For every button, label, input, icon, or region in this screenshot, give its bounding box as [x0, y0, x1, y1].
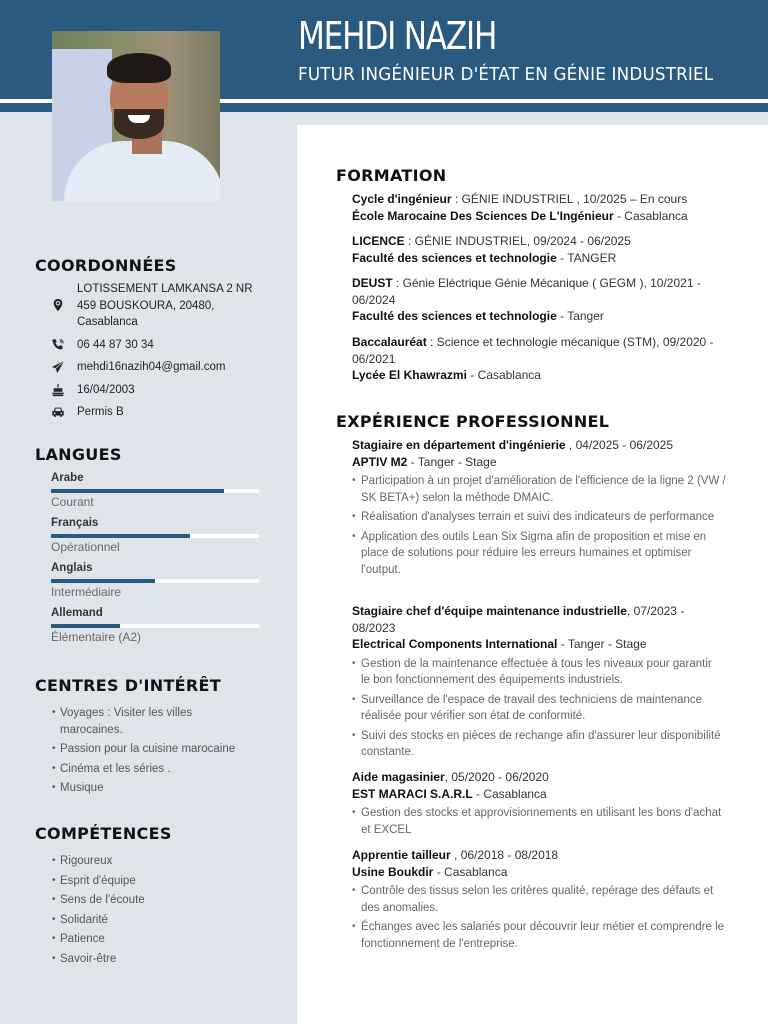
skill-item: • Esprit d'équipe [52, 873, 272, 890]
experience-role: Aide magasinier [352, 770, 445, 784]
experience-dates: , 04/2025 - 06/2025 [565, 438, 674, 452]
formation-degree: LICENCE [352, 234, 405, 248]
contact-birthdate-text: 16/04/2003 [77, 383, 135, 396]
birthday-cake-icon [50, 382, 66, 398]
language-item [51, 606, 259, 647]
language-proficiency-fill [51, 579, 155, 583]
formation-detail: : GÉNIE INDUSTRIEL, 09/2024 - 06/2025 [404, 234, 631, 248]
section-title-formation: FORMATION [336, 166, 447, 185]
contact-license [50, 404, 280, 421]
section-title-skills: COMPÉTENCES [35, 824, 172, 843]
contact-email [50, 359, 280, 376]
contact-license-text: Permis B [77, 406, 124, 418]
contact-phone-text[interactable]: 06 44 87 30 34 [77, 338, 154, 351]
experience-bullet: • Gestion de la maintenance effectuée à tous les niveaux pour garantir le bon fonctionnement des équipements industriels. [352, 656, 722, 689]
section-title-languages: LANGUES [35, 445, 122, 464]
language-level: Opérationnel [51, 540, 120, 554]
formation-city: - TANGER [556, 250, 617, 265]
language-proficiency-bar [51, 534, 259, 538]
formation-entry [352, 334, 722, 384]
experience-bullet: • Suivi des stocks en pièces de rechange afin d'assurer leur disponibilité constante. [352, 728, 722, 761]
formation-degree: DEUST [352, 276, 393, 290]
interests-list [52, 705, 272, 800]
language-name: Français [51, 517, 99, 529]
formation-school: Faculté des sciences et technologie [352, 309, 557, 323]
experience-entry [352, 847, 732, 955]
experience-location: - Tanger - Stage [407, 454, 497, 469]
experience-company: APTIV M2 [352, 454, 408, 469]
experience-company: EST MARACI S.A.R.L [352, 786, 473, 801]
language-level: Élémentaire (A2) [51, 630, 142, 644]
location-pin-icon [50, 297, 66, 313]
contact-birthdate [50, 382, 280, 399]
experience-role: Stagiaire chef d'équipe maintenance industrielle [352, 604, 627, 618]
contact-address-text: LOTISSEMENT LAMKANSA 2 NR 459 BOUSKOURA, 20480, Casablanca [77, 283, 253, 328]
language-item [51, 516, 259, 557]
skill-item: • Sens de l'écoute [52, 892, 272, 909]
experience-role: Apprentie tailleur [352, 848, 451, 862]
formation-detail: : Génie Eléctrique Génie Mécanique ( GEGM ), 10/2021 - 06/2024 [352, 276, 701, 307]
experience-company: Electrical Components International [352, 637, 558, 651]
language-proficiency-bar [51, 489, 259, 493]
experience-bullet: • Surveillance de l'espace de travail des techniciens de maintenance réalisée pour vérifier son état de conformité. [352, 692, 722, 725]
experience-entry [352, 603, 722, 764]
formation-detail: : GÉNIE INDUSTRIEL , 10/2025 – En cours [451, 192, 688, 206]
contact-list [50, 281, 280, 427]
language-item [51, 471, 259, 512]
formation-city: - Tanger [556, 309, 604, 323]
experience-company: Usine Boukdir [352, 864, 434, 879]
language-list [51, 471, 259, 651]
interest-item: • Passion pour la cuisine marocaine [52, 741, 272, 758]
contact-address [50, 281, 280, 331]
contact-phone [50, 337, 280, 354]
formation-detail: : Science et technologie mécanique (STM), 09/2020 - 06/2021 [352, 335, 714, 366]
language-proficiency-bar [51, 579, 259, 583]
experience-location: - Casablanca [472, 786, 547, 801]
language-proficiency-fill [51, 624, 120, 628]
formation-school: Faculté des sciences et technologie [352, 250, 557, 265]
phone-icon [50, 337, 66, 353]
language-level: Courant [51, 495, 94, 509]
section-title-experience: EXPÉRIENCE PROFESSIONNEL [336, 412, 610, 431]
skill-item: • Savoir-être [52, 951, 272, 968]
experience-dates: , 07/2023 - 08/2023 [352, 604, 685, 635]
language-name: Anglais [51, 562, 93, 574]
candidate-title: FUTUR INGÉNIEUR D'ÉTAT EN GÉNIE INDUSTRIEL [298, 64, 714, 85]
experience-dates: , 06/2018 - 08/2018 [450, 848, 559, 862]
formation-entry [352, 191, 732, 224]
car-icon [50, 404, 66, 420]
formation-entry [352, 233, 732, 266]
experience-location: - Casablanca [433, 864, 508, 879]
language-proficiency-fill [51, 489, 224, 493]
candidate-name: MEHDI NAZIH [298, 14, 497, 58]
skill-item: • Rigoureux [52, 853, 272, 870]
language-proficiency-bar [51, 624, 259, 628]
experience-bullet: • Application des outils Lean Six Sigma afin de proposition et mise en place de solutions pour réduire les erreurs humaines et optimiser l'output. [352, 529, 732, 579]
experience-bullets [352, 883, 732, 952]
formation-degree: Baccalauréat [352, 335, 427, 349]
experience-bullets [352, 473, 732, 578]
interest-item: • Musique [52, 780, 272, 797]
skills-list [52, 853, 272, 970]
paper-plane-icon [50, 359, 66, 375]
language-item [51, 561, 259, 602]
experience-location: - Tanger - Stage [557, 637, 647, 651]
experience-bullet: • Gestion des stocks et approvisionnements en utilisant les bons d'achat et EXCEL [352, 805, 732, 838]
formation-school: École Marocaine Des Sciences De L'Ingénieur [352, 208, 614, 223]
experience-bullet: • Échanges avec les salariés pour découvrir leur métier et comprendre le fonctionnement de l'entreprise. [352, 919, 732, 952]
language-level: Intermédiaire [51, 585, 122, 599]
formation-school: Lycée El Khawrazmi [352, 368, 467, 382]
interest-item: • Voyages : Visiter les villes marocaines. [52, 705, 232, 738]
section-title-interests: CENTRES D'INTÉRÊT [35, 676, 221, 695]
section-title-contact: COORDONNÉES [35, 256, 177, 275]
experience-bullets [352, 805, 732, 838]
experience-bullet: • Participation à un projet d'amélioration de l'efficience de la ligne 2 (VW / SK BETA+) selon la méthode DMAIC. [352, 473, 732, 506]
experience-entry [352, 769, 732, 841]
formation-city: - Casablanca [466, 368, 541, 382]
experience-bullets [352, 656, 722, 761]
experience-dates: , 05/2020 - 06/2020 [444, 770, 549, 784]
formation-degree: Cycle d'ingénieur [352, 192, 452, 206]
experience-bullet: • Contrôle des tissus selon les critères qualité, repérage des défauts et des anomalies. [352, 883, 732, 916]
interest-item: • Cinéma et les séries . [52, 761, 272, 778]
language-proficiency-fill [51, 534, 190, 538]
experience-bullet: • Réalisation d'analyses terrain et suivi des indicateurs de performance [352, 509, 732, 526]
formation-entry [352, 275, 712, 325]
skill-item: • Solidarité [52, 912, 272, 929]
language-name: Allemand [51, 607, 103, 619]
skill-item: • Patience [52, 931, 272, 948]
contact-email-text[interactable]: mehdi16nazih04@gmail.com [77, 361, 226, 373]
experience-role: Stagiaire en département d'ingénierie [352, 438, 566, 452]
experience-entry [352, 437, 732, 581]
profile-photo [52, 31, 220, 201]
formation-city: - Casablanca [613, 208, 688, 223]
language-name: Arabe [51, 472, 84, 484]
